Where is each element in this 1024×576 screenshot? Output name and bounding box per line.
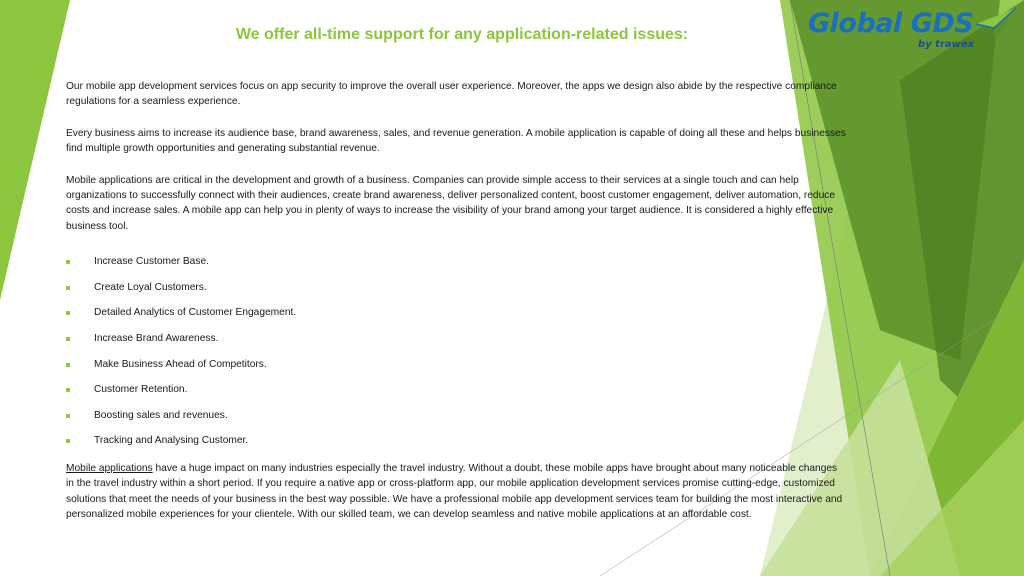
bullet-icon bbox=[66, 260, 70, 264]
page-title: We offer all-time support for any application-related issues: bbox=[235, 26, 689, 43]
list-item bbox=[66, 382, 846, 408]
closing-text: have a huge impact on many industries especially the travel industry. Without a doubt, these mobile apps have brought about many noticeable changes in the travel industry within a short period. If you require a native app or cross-platform app, our mobile application development services promise cutting-edge, customized solutions that meet the needs of your business in the best way possible. We have a professional mobile app development services team for building the most interactive and personalized mobile experiences for your clientele. With our skilled team, we can develop seamless and native mobile applications at an affordable cost. bbox=[66, 463, 843, 521]
list-item bbox=[66, 331, 846, 357]
list-item bbox=[66, 254, 846, 280]
list-item-label: Tracking and Analysing Customer. bbox=[94, 435, 249, 447]
list-item-label: Detailed Analytics of Customer Engagement. bbox=[94, 307, 297, 319]
paragraph-1: Our mobile app development services focus on app security to improve the overall user experience. Moreover, the apps we design also abide by the respective compliance regulations for a seamless experience. bbox=[66, 81, 837, 108]
bullet-icon bbox=[66, 337, 70, 341]
bullet-icon bbox=[66, 363, 70, 367]
logo-tagline: by trawex bbox=[918, 39, 975, 50]
list-item-label: Make Business Ahead of Competitors. bbox=[94, 358, 267, 370]
logo-brand-2: GDS bbox=[910, 8, 974, 39]
list-item-label: Create Loyal Customers. bbox=[94, 281, 207, 293]
list-item-label: Increase Brand Awareness. bbox=[94, 333, 219, 345]
bullet-icon bbox=[66, 414, 70, 418]
bullet-icon bbox=[66, 439, 70, 443]
list-item-label: Increase Customer Base. bbox=[94, 256, 209, 268]
list-item-label: Boosting sales and revenues. bbox=[94, 409, 228, 421]
list-item bbox=[66, 433, 846, 459]
main-content bbox=[66, 79, 846, 539]
list-item-label: Customer Retention. bbox=[94, 384, 188, 396]
bullet-icon bbox=[66, 388, 70, 392]
list-item bbox=[66, 408, 846, 434]
list-item bbox=[66, 357, 846, 383]
bullet-icon bbox=[66, 286, 70, 290]
closing-paragraph bbox=[66, 461, 846, 523]
paragraph-2: Every business aims to increase its audience base, brand awareness, sales, and revenue generation. A mobile application is capable of doing all these and helps businesses find multiple growth opportunities and generating substantial revenue. bbox=[66, 127, 846, 155]
bullet-icon bbox=[66, 311, 70, 315]
left-green-wedge bbox=[0, 0, 70, 300]
list-item bbox=[66, 280, 846, 306]
paper-plane-icon bbox=[974, 6, 1018, 42]
logo-brand: Global bbox=[808, 8, 902, 39]
mobile-applications-link[interactable]: Mobile applications bbox=[66, 463, 153, 474]
benefit-list bbox=[66, 254, 846, 459]
list-item bbox=[66, 305, 846, 331]
paragraph-3: Mobile applications are critical in the development and growth of a business. Companies can provide simple access to their services at a single touch and can help organizations to successfully connect with their audiences, create brand awareness, deliver personalized content, boost customer engagement, deliver automation, reduce costs and increase sales. A mobile app can help you in plenty of ways to increase the visibility of your brand among your target audience. It is considered a highly effective business tool. bbox=[66, 174, 836, 232]
